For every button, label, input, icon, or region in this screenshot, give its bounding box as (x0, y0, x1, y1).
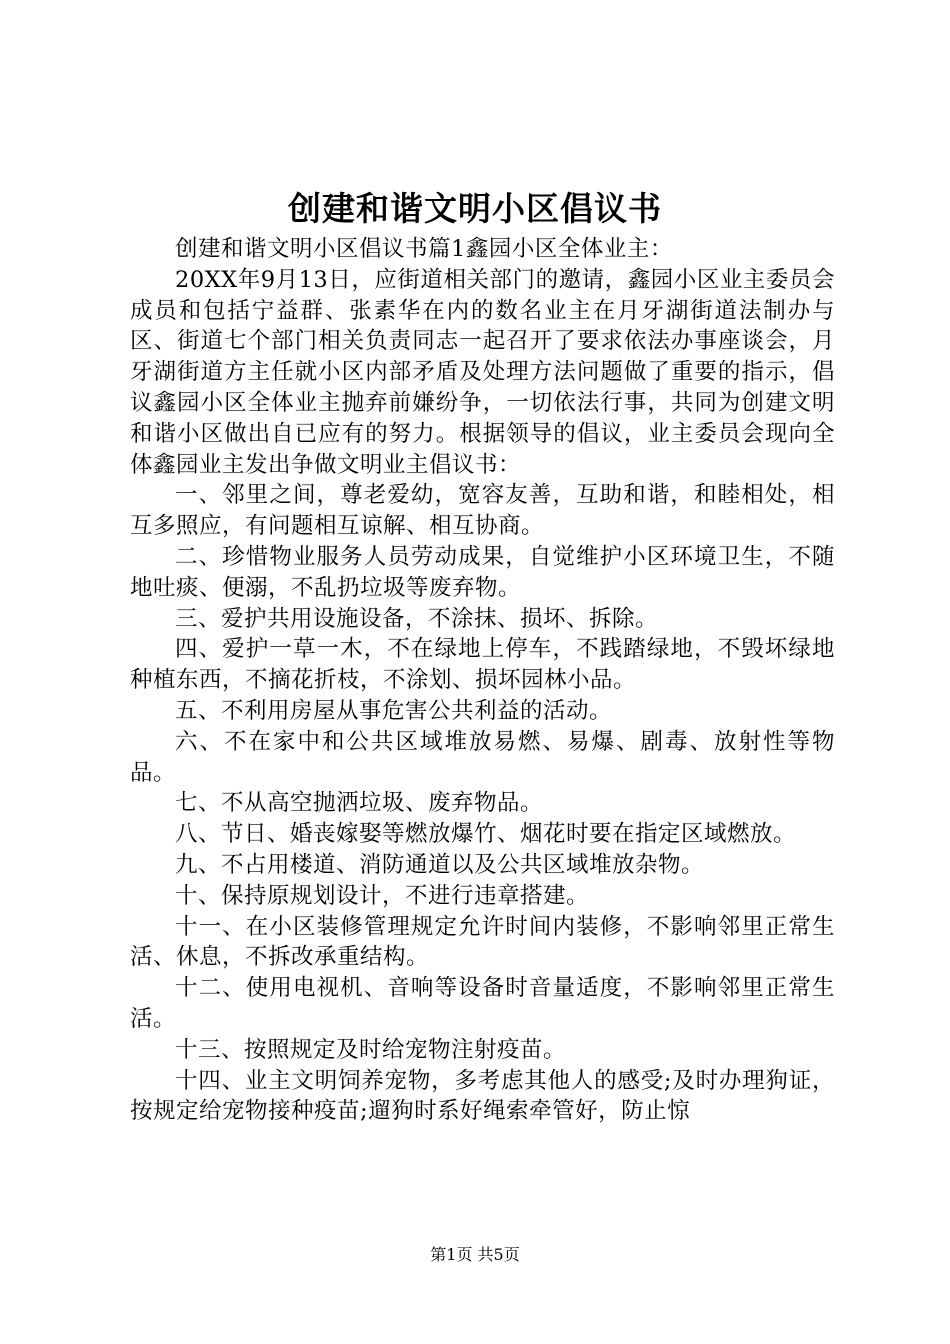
page-number-footer: 第1页 共5页 (430, 1245, 520, 1264)
paragraph-item-13: 十三、按照规定及时给宠物注射疫苗。 (175, 1036, 567, 1063)
paragraph-item-11: 十一、在小区装修管理规定允许时间内装修，不影响邻里正常生活、休息，不拆改承重结构。 (130, 913, 835, 971)
document-title: 创建和谐文明小区倡议书 (288, 189, 662, 228)
paragraph-item-10: 十、保持原规划设计，不进行违章搭建。 (175, 882, 590, 909)
paragraph-item-3: 三、爱护共用设施设备，不涂抹、损坏、拆除。 (175, 605, 659, 632)
document-body (130, 234, 835, 1127)
paragraph-item-14: 十四、业主文明饲养宠物，多考虑其他人的感受;及时办理狗证，按规定给宠物接种疫苗;遛狗时系好绳索牵管好，防止惊 (130, 1067, 835, 1125)
paragraph-intro: 20XX年9月13日，应街道相关部门的邀请，鑫园小区业主委员会成员和包括宁益群、张素华在内的数名业主在月牙湖街道法制办与区、街道七个部门相关负责同志一起召开了要求依法办事座谈会，月牙湖街道方主任就小区内部矛盾及处理方法问题做了重要的指示，倡议鑫园小区全体业主抛弃前嫌纷争，一切依法行事，共同为创建文明和谐小区做出自已应有的努力。根据领导的倡议，业主委员会现向全体鑫园业主发出争做文明业主倡议书： (130, 266, 835, 478)
paragraph-item-9: 九、不占用楼道、消防通道以及公共区域堆放杂物。 (175, 851, 705, 878)
paragraph-item-2: 二、珍惜物业服务人员劳动成果，自觉维护小区环境卫生，不随地吐痰、便溺，不乱扔垃圾等废弃物。 (130, 543, 835, 601)
paragraph-item-5: 五、不利用房屋从事危害公共利益的活动。 (175, 697, 613, 724)
paragraph-item-8: 八、节日、婚丧嫁娶等燃放爆竹、烟花时要在指定区域燃放。 (175, 821, 797, 848)
paragraph-item-4: 四、爱护一草一木，不在绿地上停车，不践踏绿地，不毁坏绿地种植东西，不摘花折枝，不涂划、损坏园林小品。 (130, 636, 835, 694)
paragraph-salutation: 创建和谐文明小区倡议书篇1鑫园小区全体业主： (175, 236, 673, 262)
paragraph-item-1: 一、邻里之间，尊老爱幼，宽容友善，互助和谐，和睦相处，相互多照应，有问题相互谅解、相互协商。 (130, 482, 835, 540)
paragraph-item-7: 七、不从高空抛洒垃圾、废弃物品。 (175, 790, 544, 817)
paragraph-item-6: 六、不在家中和公共区域堆放易燃、易爆、剧毒、放射性等物品。 (130, 728, 835, 786)
paragraph-item-12: 十二、使用电视机、音响等设备时音量适度，不影响邻里正常生活。 (130, 975, 835, 1032)
